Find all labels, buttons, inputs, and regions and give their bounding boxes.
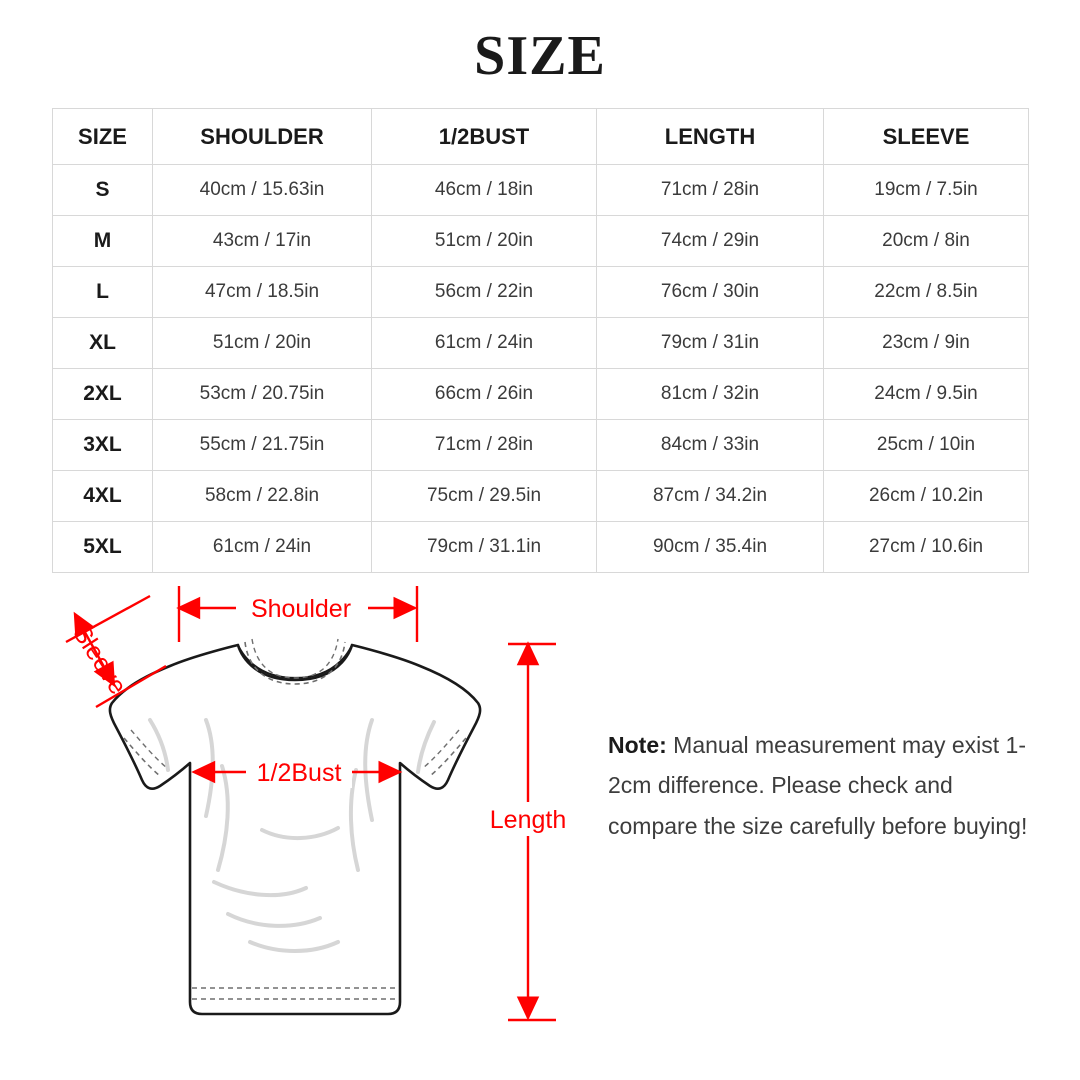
- cell-half-bust: 79cm / 31.1in: [372, 522, 597, 573]
- tshirt-illustration: [110, 639, 480, 1014]
- size-chart-table-wrapper: [52, 108, 1028, 573]
- cell-size: S: [53, 165, 153, 216]
- cell-shoulder: 47cm / 18.5in: [153, 267, 372, 318]
- cell-sleeve: 25cm / 10in: [824, 420, 1029, 471]
- cell-half-bust: 46cm / 18in: [372, 165, 597, 216]
- cell-sleeve: 24cm / 9.5in: [824, 369, 1029, 420]
- cell-sleeve: 23cm / 9in: [824, 318, 1029, 369]
- table-row: [53, 471, 1029, 522]
- shoulder-label: Shoulder: [250, 595, 352, 623]
- cell-size: XL: [53, 318, 153, 369]
- cell-size: 3XL: [53, 420, 153, 471]
- cell-shoulder: 53cm / 20.75in: [153, 369, 372, 420]
- cell-half-bust: 71cm / 28in: [372, 420, 597, 471]
- cell-size: 5XL: [53, 522, 153, 573]
- cell-length: 87cm / 34.2in: [597, 471, 824, 522]
- table-row: [53, 522, 1029, 573]
- length-measure-annotation: [486, 644, 572, 1020]
- table-row: [53, 420, 1029, 471]
- table-row: [53, 165, 1029, 216]
- cell-length: 76cm / 30in: [597, 267, 824, 318]
- cell-shoulder: 40cm / 15.63in: [153, 165, 372, 216]
- cell-half-bust: 75cm / 29.5in: [372, 471, 597, 522]
- cell-half-bust: 61cm / 24in: [372, 318, 597, 369]
- cell-size: L: [53, 267, 153, 318]
- cell-shoulder: 55cm / 21.75in: [153, 420, 372, 471]
- cell-length: 74cm / 29in: [597, 216, 824, 267]
- cell-sleeve: 19cm / 7.5in: [824, 165, 1029, 216]
- note-label: Note:: [608, 732, 667, 758]
- sleeve-label: Sleeve: [66, 620, 133, 700]
- cell-size: 2XL: [53, 369, 153, 420]
- table-row: [53, 216, 1029, 267]
- note-text: Manual measurement may exist 1-2cm difference. Please check and compare the size carefully before buying!: [608, 732, 1028, 839]
- cell-size: 4XL: [53, 471, 153, 522]
- cell-half-bust: 66cm / 26in: [372, 369, 597, 420]
- table-row: [53, 369, 1029, 420]
- length-label: Length: [489, 806, 567, 834]
- column-header-shoulder: SHOULDER: [153, 109, 372, 165]
- column-header-sleeve: SLEEVE: [824, 109, 1029, 165]
- cell-shoulder: 58cm / 22.8in: [153, 471, 372, 522]
- cell-length: 71cm / 28in: [597, 165, 824, 216]
- cell-sleeve: 20cm / 8in: [824, 216, 1029, 267]
- table-row: [53, 318, 1029, 369]
- cell-shoulder: 43cm / 17in: [153, 216, 372, 267]
- cell-shoulder: 51cm / 20in: [153, 318, 372, 369]
- size-chart-table: [52, 108, 1029, 573]
- page-title: SIZE: [474, 25, 606, 87]
- half-bust-label: 1/2Bust: [256, 759, 342, 787]
- shoulder-measure-annotation: [179, 586, 417, 642]
- table-header-row: [53, 109, 1029, 165]
- column-header-half-bust: 1/2BUST: [372, 109, 597, 165]
- cell-length: 79cm / 31in: [597, 318, 824, 369]
- cell-length: 84cm / 33in: [597, 420, 824, 471]
- cell-sleeve: 26cm / 10.2in: [824, 471, 1029, 522]
- table-row: [53, 267, 1029, 318]
- cell-length: 90cm / 35.4in: [597, 522, 824, 573]
- column-header-length: LENGTH: [597, 109, 824, 165]
- column-header-size: SIZE: [53, 109, 153, 165]
- cell-shoulder: 61cm / 24in: [153, 522, 372, 573]
- cell-half-bust: 56cm / 22in: [372, 267, 597, 318]
- cell-sleeve: 22cm / 8.5in: [824, 267, 1029, 318]
- cell-length: 81cm / 32in: [597, 369, 824, 420]
- measurement-note: [608, 725, 1028, 846]
- cell-sleeve: 27cm / 10.6in: [824, 522, 1029, 573]
- cell-half-bust: 51cm / 20in: [372, 216, 597, 267]
- cell-size: M: [53, 216, 153, 267]
